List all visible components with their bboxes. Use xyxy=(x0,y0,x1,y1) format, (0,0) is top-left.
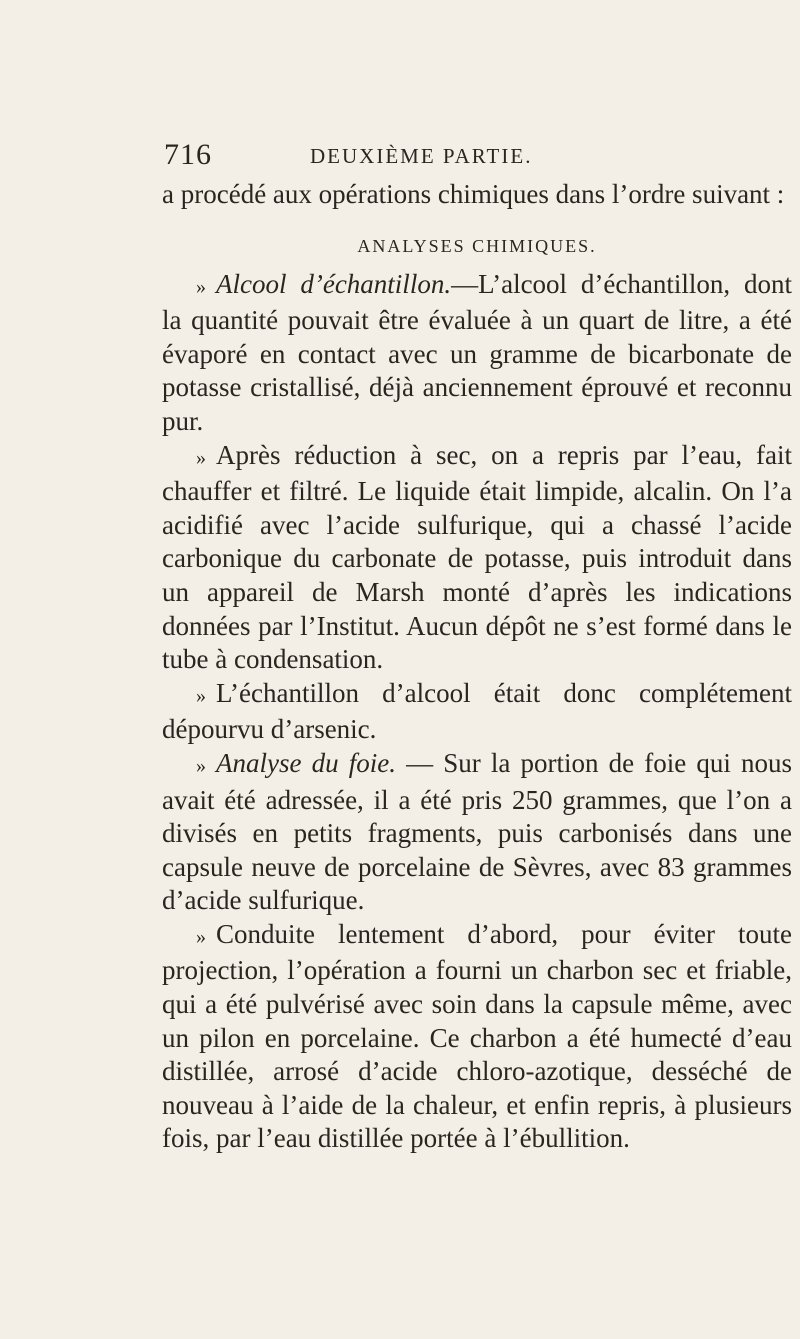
paragraph-text-alcool: —L’alcool d’échantillon, dont la quantité pouvait être évaluée à un quart de litre, a été évaporé en contact avec un gramme de bicarbonate de potasse cristallisé, déjà anciennement éprouvé et reconnu pur. xyxy=(162,268,792,436)
paragraph-title-alcool: Alcool d’échantillon. xyxy=(216,268,452,299)
page-header xyxy=(162,138,792,178)
page-body xyxy=(162,178,792,1156)
page-number: 716 xyxy=(164,138,212,171)
paragraph-text-conduite: Conduite lentement d’abord, pour éviter toute projection, l’opération a fourni un charbon sec et friable, qui a été pulvérisé avec soin dans la capsule même, avec un pilon en porcelaine. Ce charbon a été humecté d’eau distillée, arrosé d’acide chloro-azotique, desséché de nouveau à l’aide de la chaleur, et enfin repris, à plusieurs fois, par l’eau distillée portée à l’ébullition. xyxy=(162,918,792,1154)
paragraph-text-foie: — Sur la portion de foie qui nous avait été adressée, il a été pris 250 grammes, que l’on a divisés en petits fragments, puis carbonisés dans une capsule neuve de porcelaine de Sèvres, avec 83 grammes d’acide sulfurique. xyxy=(162,747,792,916)
paragraph-title-foie: Analyse du foie. xyxy=(216,747,396,778)
quote-mark: » xyxy=(196,275,206,298)
section-heading: ANALYSES CHIMIQUES. xyxy=(357,235,597,256)
paragraph-reduction xyxy=(162,439,792,677)
intro-paragraph: a procédé aux opérations chimiques dans l’ordre suivant : xyxy=(162,179,785,209)
running-head: DEUXIÈME PARTIE. xyxy=(310,144,533,168)
paragraph-conclusion xyxy=(162,677,792,747)
paragraph-alcool xyxy=(162,268,792,439)
quote-mark: » xyxy=(196,684,206,707)
paragraph-foie xyxy=(162,747,792,918)
paragraph-text-reduction: Après réduction à sec, on a repris par l’eau, fait chauffer et filtré. Le liquide était limpide, alcalin. On l’a acidifié avec l’acide sulfurique, qui a chassé l’acide carbonique du carbonate de potasse, puis introduit dans un appareil de Marsh monté d’après les indications données par l’Institut. Aucun dépôt ne s’est formé dans le tube à condensation. xyxy=(162,439,792,675)
quote-mark: » xyxy=(196,754,206,777)
paragraph-conduite xyxy=(162,918,792,1156)
paragraph-text-conclusion: L’échantillon d’alcool était donc complétement dépourvu d’arsenic. xyxy=(162,677,792,745)
quote-mark: » xyxy=(196,925,206,948)
quote-mark: » xyxy=(196,446,206,469)
